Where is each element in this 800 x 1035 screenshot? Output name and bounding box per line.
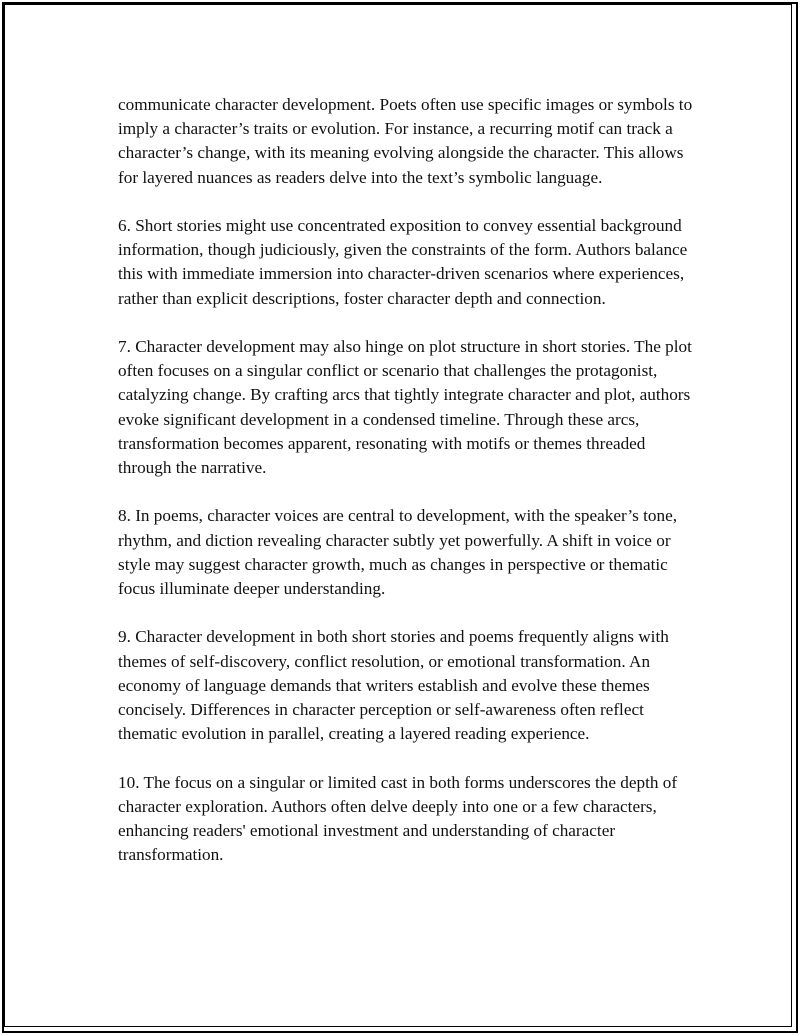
paragraph-8: 8. In poems, character voices are central to development, with the speaker’s tone, rhythm, and diction revealing character subtly yet powerfully. A shift in voice or style may suggest character growth, much as changes in perspective or thematic focus illuminate deeper understanding. <box>118 506 678 599</box>
paragraph-continuation: communicate character development. Poets often use specific images or symbols to imply a character’s traits or evolution. For instance, a recurring motif can track a character’s change, with its meaning evolving alongside the character. This allows for layered nuances as readers delve into the text’s symbolic language. <box>118 95 693 187</box>
paragraph-10: 10. The focus on a singular or limited cast in both forms underscores the depth of character exploration. Authors often delve deeply into one or a few characters, enhancing readers' emotional investment and understanding of character transformation. <box>118 772 678 865</box>
paragraph-6: 6. Short stories might use concentrated exposition to convey essential background information, though judiciously, given the constraints of the form. Authors balance this with immediate immersion into character-driven scenarios where experiences, rather than explicit descriptions, foster character depth and connection. <box>118 216 688 308</box>
document-body <box>118 93 698 892</box>
paragraph-7: 7. Character development may also hinge on plot structure in short stories. The plot often focuses on a singular conflict or scenario that challenges the protagonist, catalyzing change. By crafting arcs that tightly integrate character and plot, authors evoke significant development in a condensed timeline. Through these arcs, transformation becomes apparent, resonating with motifs or themes threaded through the narrative. <box>118 337 692 478</box>
paragraph-9: 9. Character development in both short stories and poems frequently aligns with themes of self-discovery, conflict resolution, or emotional transformation. An economy of language demands that writers establish and evolve these themes concisely. Differences in character perception or self-awareness often reflect thematic evolution in parallel, creating a layered reading experience. <box>118 627 669 744</box>
